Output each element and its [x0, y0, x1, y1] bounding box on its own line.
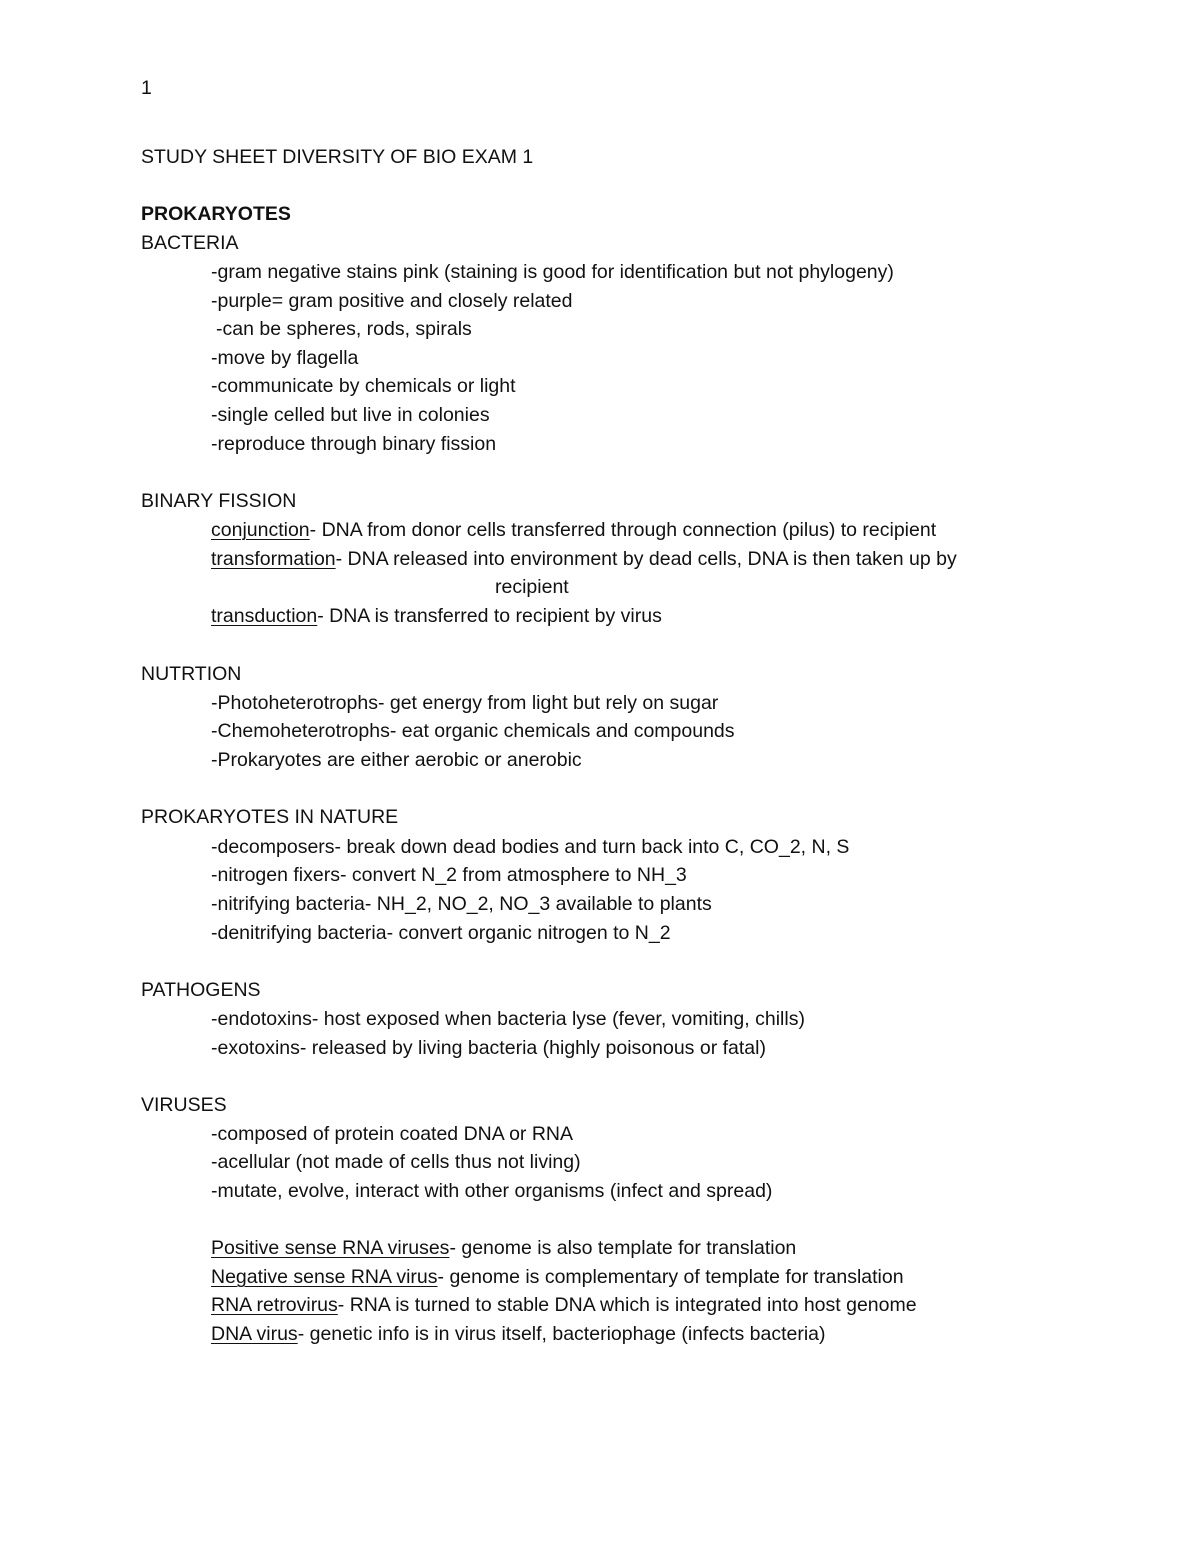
section-heading-nutrition: NUTRTION	[141, 663, 242, 685]
term-transformation: transformation	[211, 548, 336, 570]
term-positive-sense-rna: Positive sense RNA viruses	[211, 1237, 450, 1259]
definition-dna-virus: - genetic info is in virus itself, bacteriophage (infects bacteria)	[297, 1323, 826, 1345]
definition-transduction: - DNA is transferred to recipient by virus	[317, 605, 662, 627]
definition-conjunction: - DNA from donor cells transferred through connection (pilus) to recipient	[309, 519, 937, 541]
pathogen-item: -exotoxins- released by living bacteria (highly poisonous or fatal)	[211, 1037, 766, 1059]
page-number: 1	[141, 77, 152, 99]
nature-item: -nitrogen fixers- convert N_2 from atmosphere to NH_3	[211, 864, 687, 886]
nature-item: -decomposers- break down dead bodies and turn back into C, CO_2, N, S	[211, 836, 850, 858]
term-rna-retrovirus: RNA retrovirus	[211, 1294, 338, 1316]
virus-type-positive-sense	[211, 1234, 796, 1262]
nature-item: -denitrifying bacteria- convert organic nitrogen to N_2	[211, 922, 671, 944]
definition-rna-retrovirus: - RNA is turned to stable DNA which is integrated into host genome	[337, 1294, 917, 1316]
section-heading-prokaryotes-in-nature: PROKARYOTES IN NATURE	[141, 806, 399, 828]
subheading-bacteria: BACTERIA	[141, 232, 239, 254]
nutrition-item: -Chemoheterotrophs- eat organic chemicals and compounds	[211, 720, 735, 742]
definition-positive-sense-rna: - genome is also template for translation	[449, 1237, 797, 1259]
binary-fission-transduction	[211, 602, 662, 630]
term-dna-virus: DNA virus	[211, 1323, 298, 1345]
virus-type-negative-sense	[211, 1263, 904, 1291]
term-conjunction: conjunction	[211, 519, 310, 541]
term-transduction: transduction	[211, 605, 318, 627]
nutrition-item: -Photoheterotrophs- get energy from light but rely on sugar	[211, 692, 719, 714]
document-title: STUDY SHEET DIVERSITY OF BIO EXAM 1	[141, 146, 534, 168]
bacteria-item: -move by flagella	[211, 347, 359, 369]
virus-item: -composed of protein coated DNA or RNA	[211, 1123, 574, 1145]
section-heading-pathogens: PATHOGENS	[141, 979, 261, 1001]
section-heading-viruses: VIRUSES	[141, 1094, 227, 1116]
term-negative-sense-rna: Negative sense RNA virus	[211, 1266, 438, 1288]
virus-item: -acellular (not made of cells thus not living)	[211, 1151, 581, 1173]
bacteria-item: -reproduce through binary fission	[211, 433, 497, 455]
bacteria-item: -single celled but live in colonies	[211, 404, 490, 426]
binary-fission-transformation	[211, 545, 957, 573]
transformation-continuation: recipient	[495, 576, 569, 598]
nature-item: -nitrifying bacteria- NH_2, NO_2, NO_3 available to plants	[211, 893, 712, 915]
definition-transformation: - DNA released into environment by dead cells, DNA is then taken up by	[335, 548, 957, 570]
virus-type-retrovirus	[211, 1291, 917, 1319]
section-heading-prokaryotes: PROKARYOTES	[141, 203, 291, 225]
bacteria-item: -gram negative stains pink (staining is good for identification but not phylogeny)	[211, 261, 894, 283]
nutrition-item: -Prokaryotes are either aerobic or anerobic	[211, 749, 582, 771]
bacteria-item: -purple= gram positive and closely related	[211, 290, 573, 312]
bacteria-item: -communicate by chemicals or light	[211, 375, 516, 397]
pathogen-item: -endotoxins- host exposed when bacteria lyse (fever, vomiting, chills)	[211, 1008, 805, 1030]
bacteria-item: -can be spheres, rods, spirals	[216, 318, 472, 340]
section-heading-binary-fission: BINARY FISSION	[141, 490, 297, 512]
virus-type-dna-virus	[211, 1320, 826, 1348]
binary-fission-conjunction	[211, 516, 936, 544]
definition-negative-sense-rna: - genome is complementary of template for translation	[437, 1266, 904, 1288]
virus-item: -mutate, evolve, interact with other organisms (infect and spread)	[211, 1180, 773, 1202]
